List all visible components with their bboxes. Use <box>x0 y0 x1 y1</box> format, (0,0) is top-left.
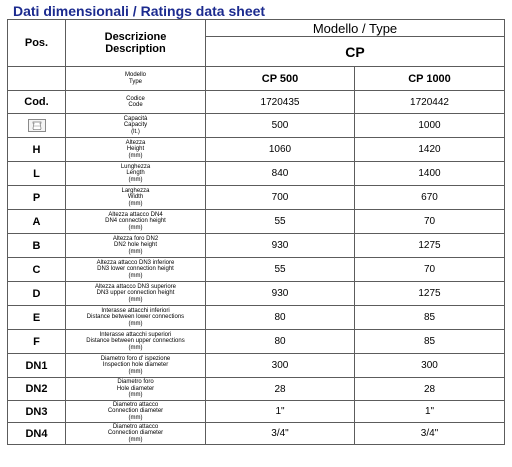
row-description <box>66 162 206 186</box>
row-value-cp500: 300 <box>206 354 355 378</box>
row-value-cp500: 1720435 <box>206 91 355 114</box>
row-value-cp1000: 85 <box>355 306 505 330</box>
row-description-line: Altezza attacco DN3 superiore <box>94 283 177 290</box>
table-row <box>8 91 505 114</box>
row-value-cp1000: 70 <box>355 258 505 282</box>
row-value-cp500: 80 <box>206 330 355 354</box>
row-pos: B <box>8 234 66 258</box>
row-value-cp500: 55 <box>206 210 355 234</box>
row-description <box>66 423 206 445</box>
row-description-line: Interasse attacchi superiori <box>99 331 172 338</box>
row-value-cp500: 700 <box>206 186 355 210</box>
row-description-line: Diametro attacco <box>112 423 159 430</box>
table-row <box>8 306 505 330</box>
row-description-line: DN3 lower connection height <box>97 266 174 273</box>
row-description-line: Distance between lower connections <box>86 314 185 321</box>
row-description-line: (mm) <box>128 224 143 231</box>
row-description-line: Altezza foro DN2 <box>112 235 159 242</box>
row-pos: E <box>8 306 66 330</box>
row-description-line: Connection diameter <box>107 408 164 415</box>
table-row <box>8 138 505 162</box>
row-value-cp500: 1" <box>206 401 355 423</box>
row-description <box>66 91 206 114</box>
row-description <box>66 378 206 401</box>
header-group: Modello / Type <box>206 20 505 37</box>
table-row <box>8 114 505 138</box>
row-description-line: (mm) <box>128 414 143 421</box>
row-description <box>66 354 206 378</box>
table-row <box>8 282 505 306</box>
row-pos: D <box>8 282 66 306</box>
row-value-cp1000: 1275 <box>355 282 505 306</box>
row-description <box>66 330 206 354</box>
header-desc-cell <box>66 20 206 67</box>
capacity-tank-icon <box>28 119 46 132</box>
row-pos: DN1 <box>8 354 66 378</box>
header-series: CP <box>206 37 505 67</box>
row-value-cp500: 930 <box>206 234 355 258</box>
ratings-table <box>7 19 505 445</box>
row-description-line: (mm) <box>128 320 143 327</box>
row-description <box>66 114 206 138</box>
row-description-line: Diametro foro <box>117 379 154 386</box>
row-value-cp1000: 1420 <box>355 138 505 162</box>
row-description-line: Diametro foro d' ispezione <box>100 355 171 362</box>
row-value-cp1000: 670 <box>355 186 505 210</box>
row-pos: DN4 <box>8 423 66 445</box>
row-pos: H <box>8 138 66 162</box>
header-description-line: Description <box>105 43 166 55</box>
row-value-cp1000: 3/4" <box>355 423 505 445</box>
row-description-line: (lt.) <box>131 128 140 135</box>
row-description-line: DN4 connection height <box>105 218 166 225</box>
sheet-title: Dati dimensionali / Ratings data sheet <box>13 3 266 19</box>
table-row <box>8 354 505 378</box>
row-pos: F <box>8 330 66 354</box>
table-row <box>8 330 505 354</box>
model-label-line: Type <box>128 78 142 85</box>
table-row <box>8 423 505 445</box>
table-row <box>8 186 505 210</box>
row-description-line: DN2 hole height <box>113 242 158 249</box>
row-value-cp500: 80 <box>206 306 355 330</box>
model-name-0: CP 500 <box>206 67 355 91</box>
row-value-cp1000: 70 <box>355 210 505 234</box>
row-description <box>66 306 206 330</box>
row-pos: Cod. <box>8 91 66 114</box>
row-description <box>66 210 206 234</box>
row-value-cp1000: 85 <box>355 330 505 354</box>
table-row <box>8 401 505 423</box>
row-description <box>66 282 206 306</box>
row-value-cp1000: 1000 <box>355 114 505 138</box>
table-row <box>8 258 505 282</box>
header-description-line: Descrizione <box>104 31 167 43</box>
row-description-line: (mm) <box>128 368 143 375</box>
table-row <box>8 378 505 401</box>
row-description-line: (mm) <box>128 296 143 303</box>
row-pos: A <box>8 210 66 234</box>
row-value-cp1000: 1720442 <box>355 91 505 114</box>
row-description <box>66 401 206 423</box>
row-description <box>66 138 206 162</box>
row-description-line: Length <box>126 170 145 177</box>
model-label-line: Modello <box>124 72 146 78</box>
row-value-cp1000: 28 <box>355 378 505 401</box>
row-description-line: (mm) <box>128 272 143 279</box>
row-value-cp500: 840 <box>206 162 355 186</box>
model-name-1: CP 1000 <box>355 67 505 91</box>
row-description-line: Width <box>127 194 144 201</box>
row-description <box>66 186 206 210</box>
row-value-cp1000: 300 <box>355 354 505 378</box>
row-description-line: (mm) <box>128 152 143 159</box>
row-description-line: Altezza attacco DN3 inferiore <box>96 259 175 266</box>
row-pos: L <box>8 162 66 186</box>
row-description-line: Connection diameter <box>107 430 164 437</box>
row-value-cp1000: 1275 <box>355 234 505 258</box>
row-description-line: Inspection hole diameter <box>102 362 169 369</box>
model-row-blank <box>8 67 66 91</box>
row-description-line: Lunghezza <box>120 163 151 170</box>
row-description-line: Height <box>126 146 145 153</box>
row-pos: DN2 <box>8 378 66 401</box>
row-value-cp1000: 1" <box>355 401 505 423</box>
row-pos: P <box>8 186 66 210</box>
row-description-line: (mm) <box>128 392 143 399</box>
row-value-cp500: 930 <box>206 282 355 306</box>
row-pos: C <box>8 258 66 282</box>
row-description-line: Capacity <box>123 122 148 129</box>
row-description-line: Capacità <box>123 115 148 122</box>
row-value-cp500: 500 <box>206 114 355 138</box>
row-description-line: Altezza attacco DN4 <box>108 211 163 218</box>
row-description-line: (mm) <box>128 200 143 207</box>
row-pos <box>8 114 66 138</box>
row-description-line: Larghezza <box>121 187 150 194</box>
row-value-cp500: 1060 <box>206 138 355 162</box>
row-description-line: Altezza <box>125 139 146 146</box>
table-row <box>8 234 505 258</box>
row-description <box>66 234 206 258</box>
table-row <box>8 210 505 234</box>
row-value-cp1000: 1400 <box>355 162 505 186</box>
row-description-line: Hole diameter <box>116 385 155 392</box>
row-description-line: (mm) <box>128 176 143 183</box>
row-description-line: Interasse attacchi inferiori <box>101 307 170 314</box>
row-value-cp500: 28 <box>206 378 355 401</box>
row-value-cp500: 55 <box>206 258 355 282</box>
row-description-line: Code <box>128 102 143 108</box>
row-description-line: (mm) <box>128 248 143 255</box>
model-label-cell <box>66 67 206 91</box>
row-description-line: DN3 upper connection height <box>96 290 175 297</box>
row-description-line: (mm) <box>128 344 143 351</box>
row-description-line: Codice <box>126 95 145 102</box>
row-description-line: (mm) <box>128 436 143 443</box>
row-pos: DN3 <box>8 401 66 423</box>
header-pos-cell <box>8 20 66 67</box>
table-row <box>8 162 505 186</box>
row-value-cp500: 3/4" <box>206 423 355 445</box>
row-description-line: Distance between upper connections <box>86 338 185 345</box>
row-description <box>66 258 206 282</box>
header-pos-label: Pos. <box>24 37 49 49</box>
row-description-line: Diametro attacco <box>112 401 159 408</box>
